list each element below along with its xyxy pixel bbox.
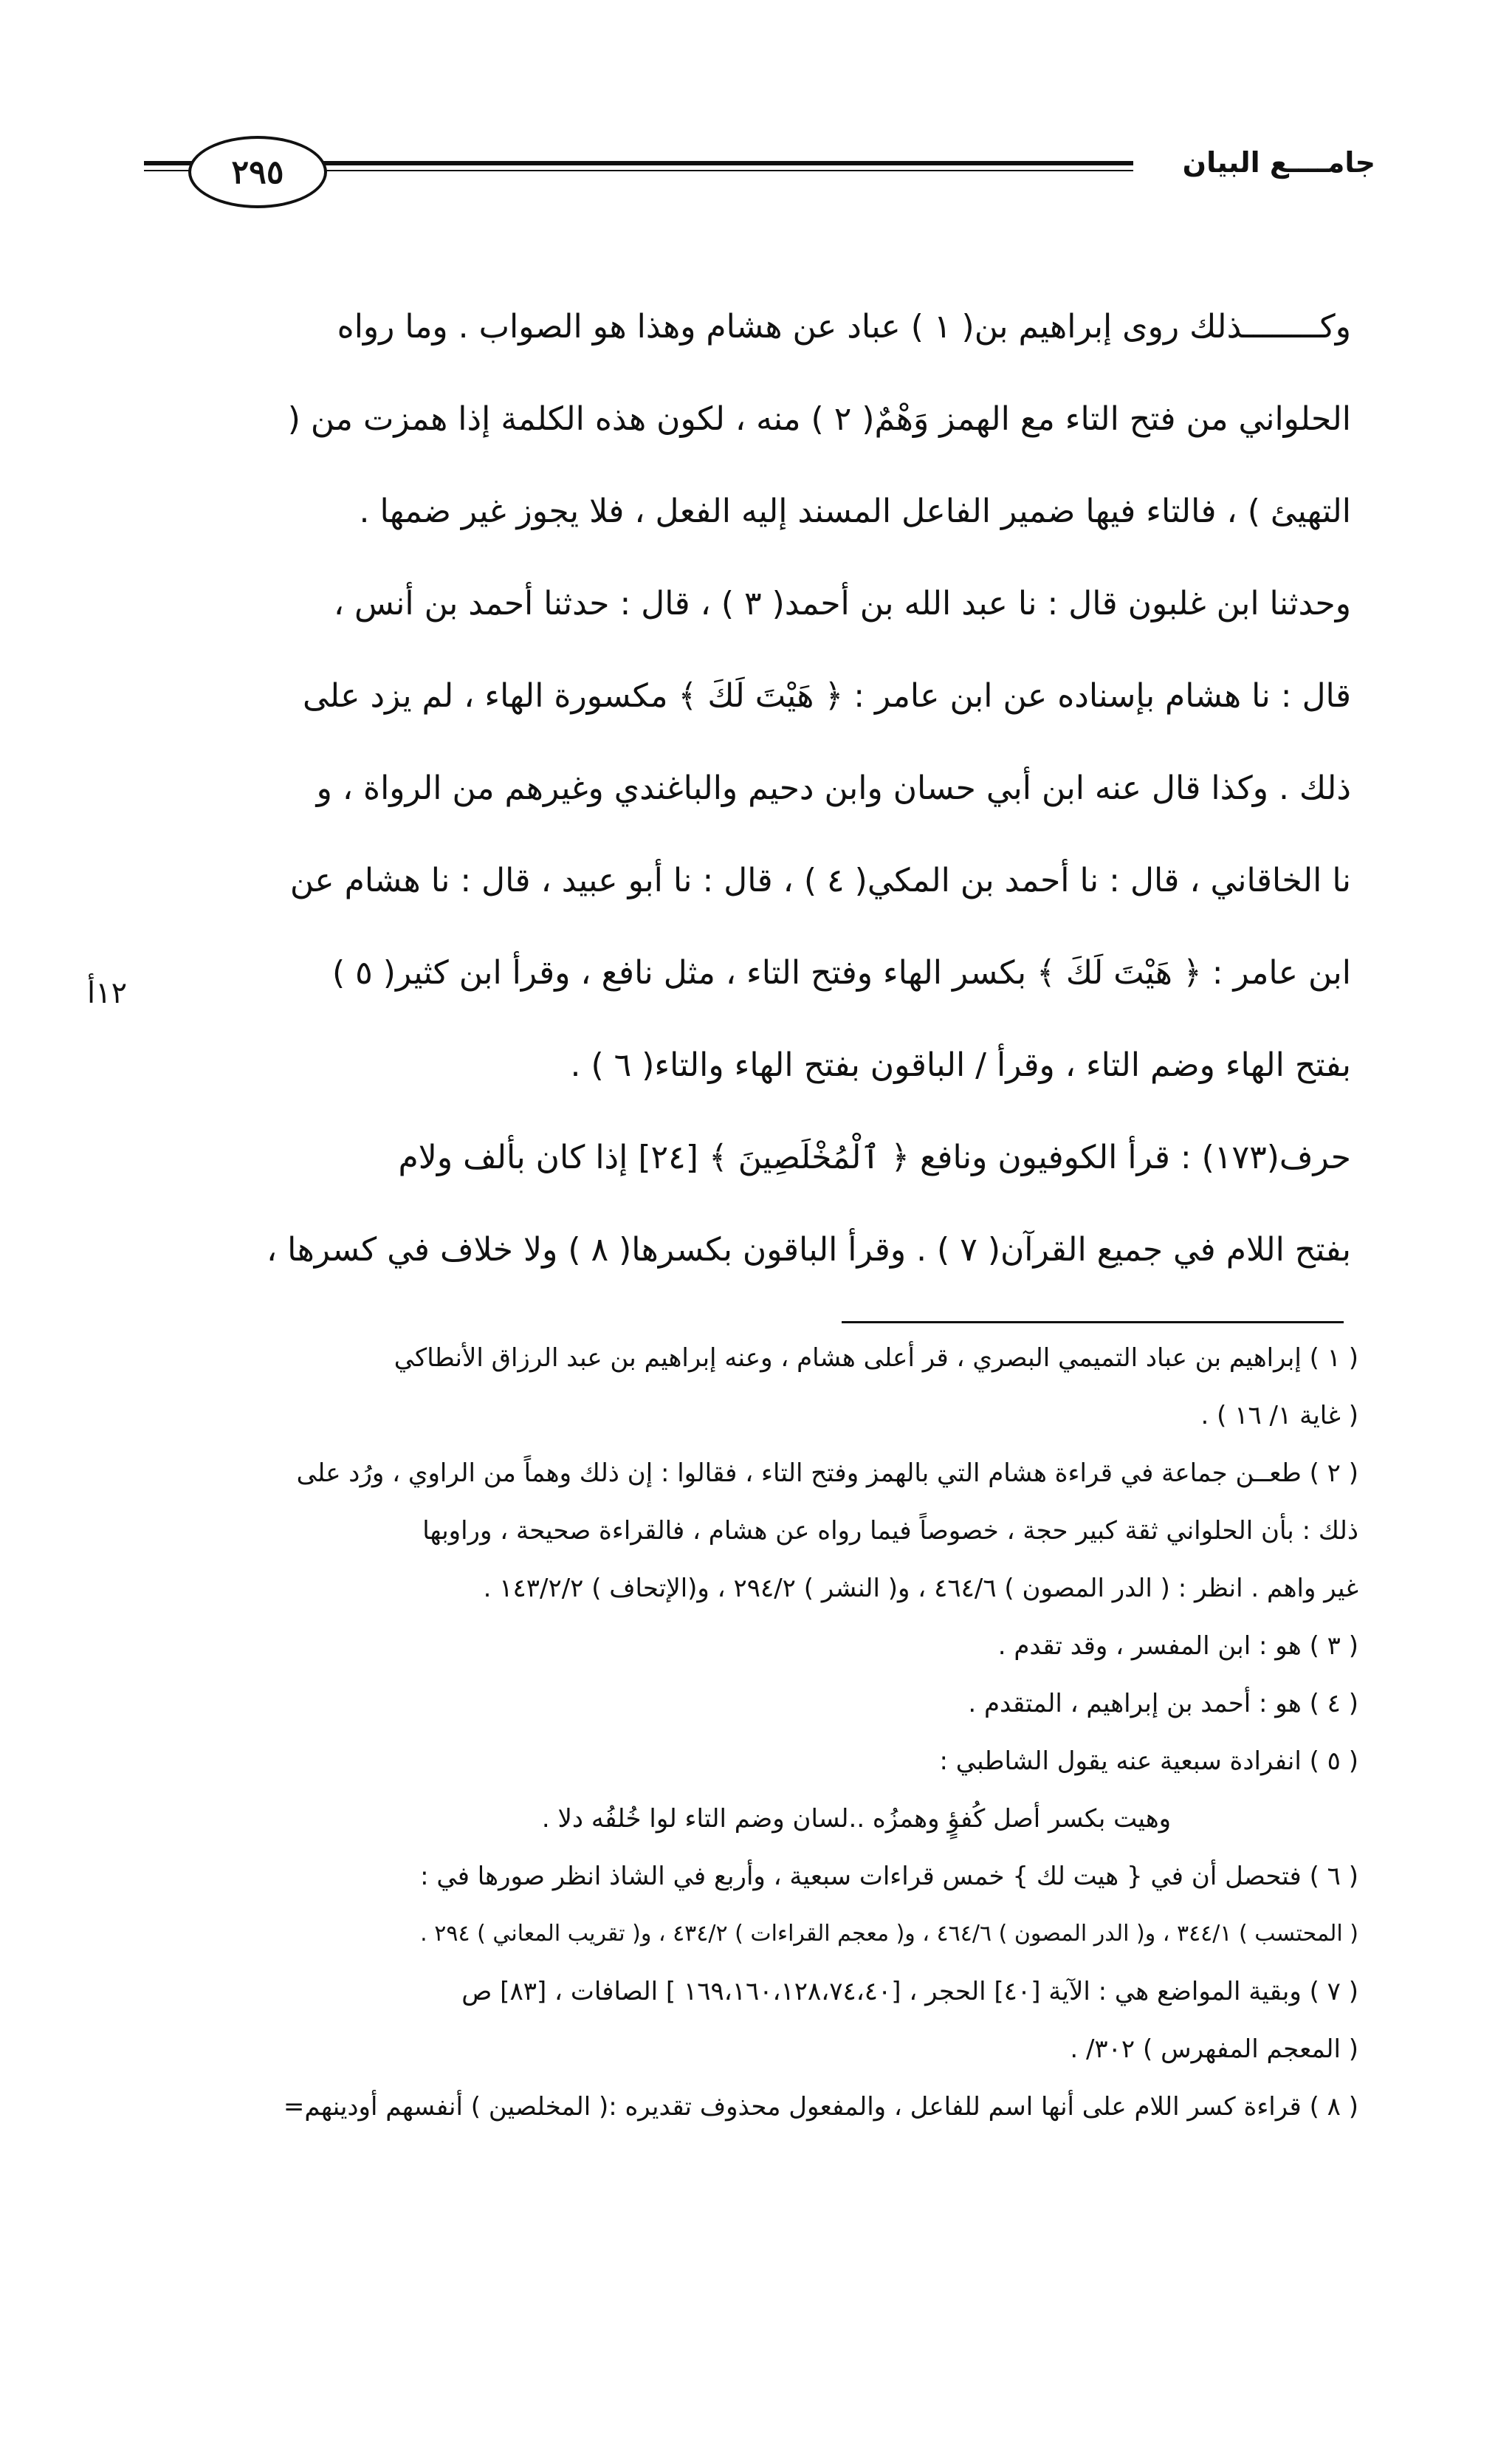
footnote-line: ( ٢ ) طعــن جماعة في قراءة هشام التي بالهمز وفتح التاء ، فقالوا : إن ذلك وهماً من الراوي ، ورُد على — [296, 1458, 1358, 1488]
footnote-line: ( ٧ ) وبقية المواضع هي : الآية [٤٠] الحجر ، [١٦٩،١٦٠،١٢٨،٧٤،٤٠ ] الصافات ، [٨٣] ص — [461, 1977, 1358, 2006]
page-number: ٢٩٥ — [188, 136, 327, 208]
header-rule-right-thin — [321, 170, 1133, 171]
footnote-line: ذلك : بأن الحلواني ثقة كبير حجة ، خصوصاً فيما رواه عن هشام ، فالقراءة صحيحة ، وراوبها — [422, 1516, 1358, 1546]
footnote-line: ( المحتسب ) ٣٤٤/١ ، و( الدر المصون ) ٤٦٤/٦ ، و( معجم القراءات ) ٤٣٤/٢ ، و( تقريب المعاني ) ٢٩٤ . — [420, 1921, 1358, 1947]
body-line: بفتح الهاء وضم التاء ، وقرأ / الباقون بفتح الهاء والتاء( ٦ ) . — [570, 1046, 1351, 1084]
body-line: ابن عامر : ﴿ هَيْتَ لَكَ ﴾ بكسر الهاء وفتح التاء ، مثل نافع ، وقرأ ابن كثير( ٥ ) — [332, 954, 1351, 992]
header-rule-left — [144, 161, 196, 165]
body-line: نا الخاقاني ، قال : نا أحمد بن المكي( ٤ ) ، قال : نا أبو عبيد ، قال : نا هشام عن — [289, 862, 1351, 899]
footnote-line: ( ١ ) إبراهيم بن عباد التميمي البصري ، قر أعلى هشام ، وعنه إبراهيم بن عبد الرزاق الأنطاكي — [394, 1343, 1358, 1373]
main-text — [177, 281, 1351, 1296]
body-line: الحلواني من فتح التاء مع الهمز وَهْمٌ( ٢ ) منه ، لكون هذه الكلمة إذا همزت من ( — [287, 400, 1351, 438]
footnote-line: ( المعجم المفهرس ) ٣٠٢/ . — [1070, 2034, 1358, 2064]
footnote-line: ( ٤ ) هو : أحمد بن إبراهيم ، المتقدم . — [968, 1689, 1358, 1718]
footnote-line: ( ٥ ) انفرادة سبعية عنه يقول الشاطبي : — [939, 1746, 1358, 1776]
body-line: بفتح اللام في جميع القرآن( ٧ ) . وقرأ الباقون بكسرها( ٨ ) ولا خلاف في كسرها ، — [266, 1231, 1351, 1269]
body-line-harf: حرف(١٧٣) : قرأ الكوفيون ونافع ﴿ ٱلْمُخْلَصِينَ ﴾ [٢٤] إذا كان بألف ولام — [398, 1139, 1351, 1176]
margin-folio-note: ١٢أ — [87, 976, 128, 1010]
footnote-verse: وهيت بكسر أصل كُفؤٍ وهمزُه ..لسان وضم التاء لوا خُلفُه دلا . — [541, 1804, 1172, 1834]
body-line: وكــــــــذلك روى إبراهيم بن( ١ ) عباد عن هشام وهذا هو الصواب . وما رواه — [337, 308, 1351, 346]
body-line: ذلك . وكذا قال عنه ابن أبي حسان وابن دحيم والباغندي وغيرهم من الرواة ، و — [316, 769, 1351, 807]
header-rule-right — [321, 161, 1133, 165]
footnote-line: غير واهم . انظر : ( الدر المصون ) ٤٦٤/٦ ، و( النشر ) ٢٩٤/٢ ، و(الإتحاف ) ١٤٣/٢/٢ . — [483, 1574, 1358, 1603]
footnote-line: ( غاية ١/ ١٦ ) . — [1200, 1401, 1358, 1430]
running-title: جامــــع البيان — [1182, 146, 1375, 179]
body-line: وحدثنا ابن غلبون قال : نا عبد الله بن أحمد( ٣ ) ، قال : حدثنا أحمد بن أنس ، — [333, 585, 1351, 623]
body-line: التهيئ ) ، فالتاء فيها ضمير الفاعل المسند إليه الفعل ، فلا يجوز غير ضمها . — [359, 493, 1351, 530]
body-line: قال : نا هشام بإسناده عن ابن عامر : ﴿ هَيْتَ لَكَ ﴾ مكسورة الهاء ، لم يزد على — [302, 677, 1351, 715]
footnote-line: ( ٨ ) قراءة كسر اللام على أنها اسم للفاعل ، والمفعول محذوف تقديره :( المخلصين ) أنفسهم أودينهم= — [283, 2092, 1358, 2122]
footnote-line: ( ٦ ) فتحصل أن في { هيت لك } خمس قراءات سبعية ، وأربع في الشاذ انظر صورها في : — [420, 1862, 1358, 1891]
page-header — [0, 118, 1512, 222]
footnote-line: ( ٣ ) هو : ابن المفسر ، وقد تقدم . — [997, 1631, 1358, 1661]
footnote-separator — [842, 1321, 1344, 1323]
footnotes — [177, 1329, 1358, 2136]
